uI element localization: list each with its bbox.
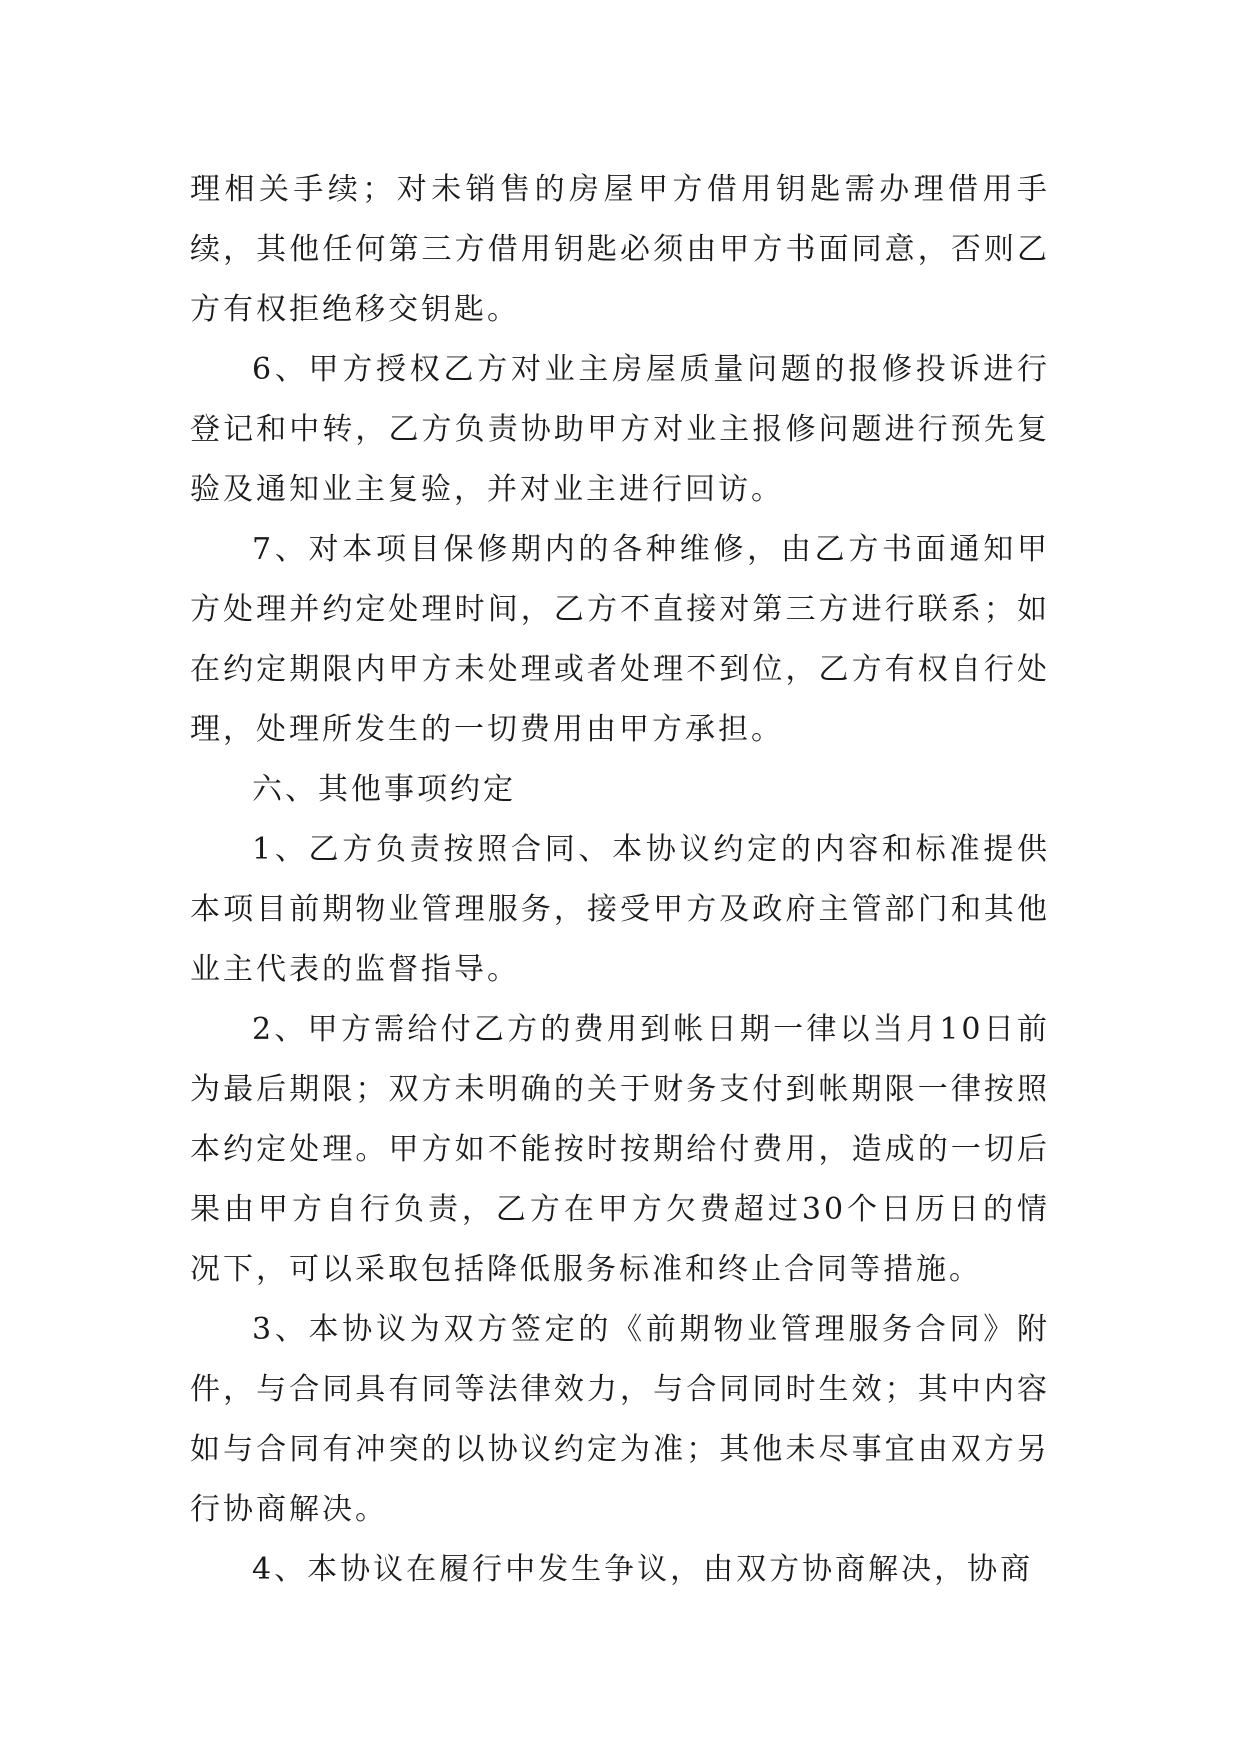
- section-heading-other-matters: 六、其他事项约定: [252, 772, 516, 807]
- paragraph-other-2: 2、甲方需给付乙方的费用到帐日期一律以当月10日前为最后期限；双方未明确的关于财务支付到帐期限一律按照本约定处理。甲方如不能按时按期给付费用，造成的一切后果由甲方自行负责，乙方在甲方欠费超过30个日历日的情况下，可以采取包括降低服务标准和终止合同等措施。: [190, 1012, 1050, 1287]
- paragraph-clause-7: 7、对本项目保修期内的各种维修，由乙方书面通知甲方处理并约定处理时间，乙方不直接对第三方进行联系；如在约定期限内甲方未处理或者处理不到位，乙方有权自行处理，处理所发生的一切费用由甲方承担。: [190, 532, 1050, 747]
- paragraph-clause-6: 6、甲方授权乙方对业主房屋质量问题的报修投诉进行登记和中转，乙方负责协助甲方对业主报修问题进行预先复验及通知业主复验，并对业主进行回访。: [190, 352, 1050, 507]
- paragraph-other-4: 4、本协议在履行中发生争议，由双方协商解决，协商: [252, 1552, 1034, 1587]
- paragraph-keys-clause: 理相关手续；对未销售的房屋甲方借用钥匙需办理借用手续，其他任何第三方借用钥匙必须由甲方书面同意，否则乙方有权拒绝移交钥匙。: [190, 172, 1050, 327]
- paragraph-other-1: 1、乙方负责按照合同、本协议约定的内容和标准提供本项目前期物业管理服务，接受甲方及政府主管部门和其他业主代表的监督指导。: [190, 832, 1050, 987]
- document-page: [190, 160, 1050, 1600]
- paragraph-other-3: 3、本协议为双方签定的《前期物业管理服务合同》附件，与合同具有同等法律效力，与合同同时生效；其中内容如与合同有冲突的以协议约定为准；其他未尽事宜由双方另行协商解决。: [190, 1312, 1050, 1527]
